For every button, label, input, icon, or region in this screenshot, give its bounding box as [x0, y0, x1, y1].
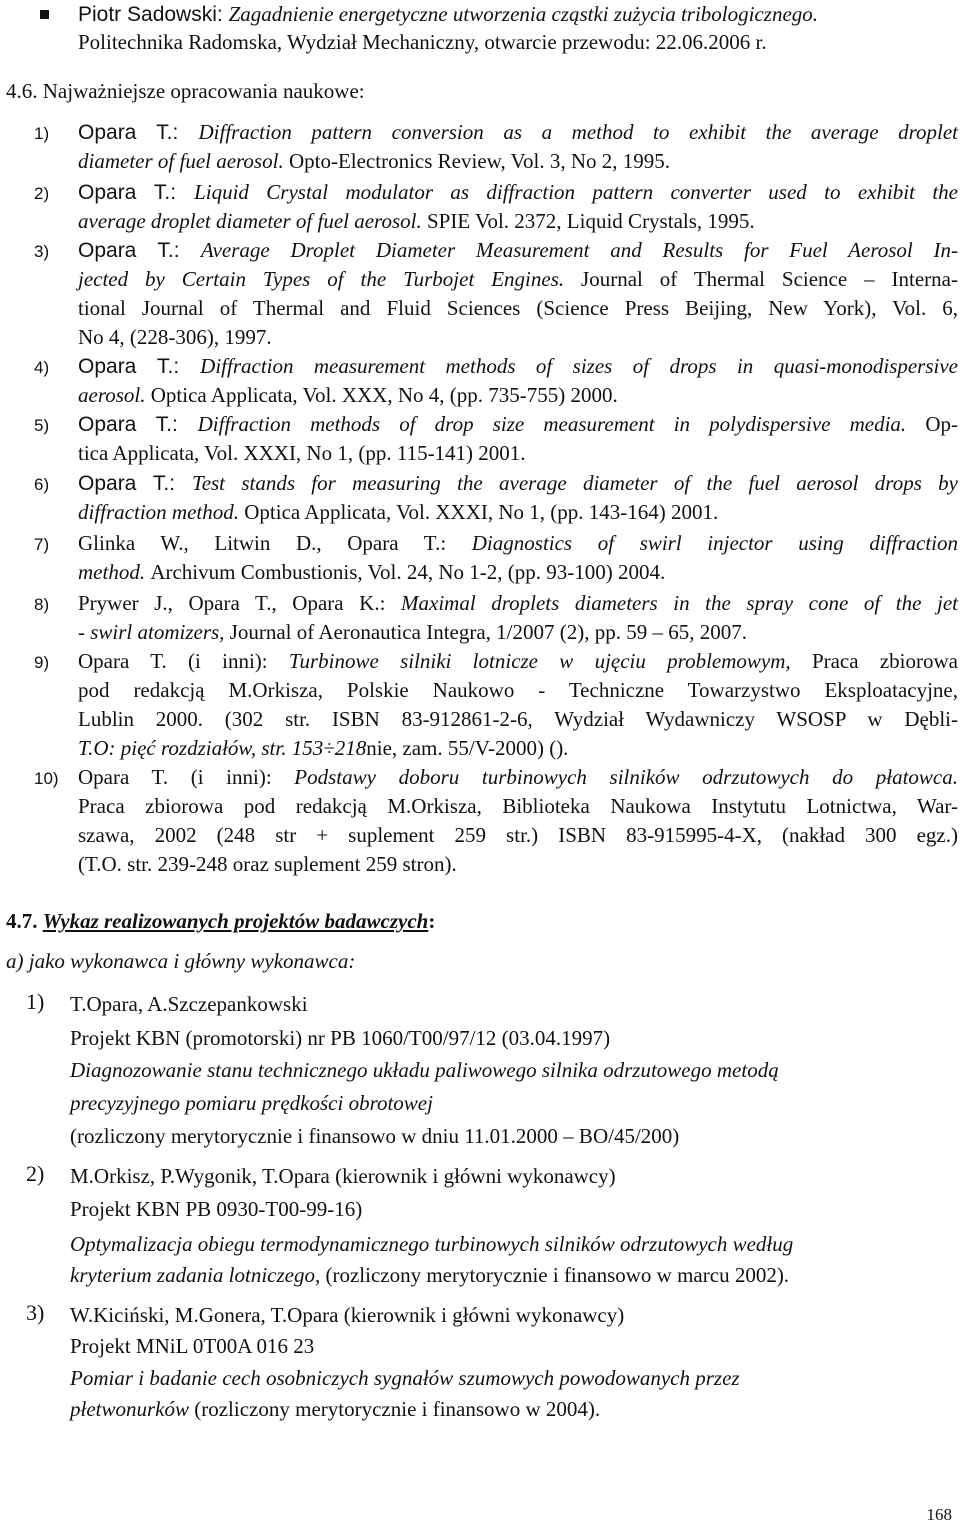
list-item-number: 7): [34, 535, 50, 554]
list-item-line: Opara T.: Liquid Crystal modulator as diffraction pattern converter used to exhibit the: [78, 180, 958, 204]
project-line: kryterium zadania lotniczego, (rozliczony merytorycznie i finansowo w marcu 2002).: [70, 1263, 790, 1287]
list-item-line: tica Applicata, Vol. XXXI, No 1, (pp. 115-141) 2001.: [78, 441, 526, 465]
list-item-line: diameter of fuel aerosol. Opto-Electronics Review, Vol. 3, No 2, 1995.: [78, 149, 671, 173]
list-item-line: Glinka W., Litwin D., Opara T.: Diagnostics of swirl injector using diffraction: [78, 531, 958, 555]
list-item-line: Opara T. (i inni): Turbinowe silniki lotnicze w ujęciu problemowym, Praca zbiorowa: [78, 649, 958, 673]
list-item-number: 5): [34, 416, 50, 435]
top-entry: Piotr Sadowski: Zagadnienie energetyczne utworzenia cząstki zużycia tribologicznego. Politechnika Radomska, Wydział Mechaniczny, otwarcie przewodu: 22.06.2006 r.: [0, 0, 960, 60]
page-number: 168: [926, 1505, 952, 1524]
list-item-number: 4): [34, 358, 50, 377]
project-line: płetwonurków (rozliczony merytorycznie i finansowo w 2004).: [70, 1397, 601, 1421]
list-item-number: 2): [34, 184, 50, 203]
project-number: 1): [26, 989, 45, 1014]
list-item-line: average droplet diameter of fuel aerosol. SPIE Vol. 2372, Liquid Crystals, 1995.: [78, 209, 755, 233]
list-item-line: pod redakcją M.Orkisza, Polskie Naukowo - Techniczne Towarzystwo Eksploatacyjne,: [78, 678, 958, 702]
list-item-line: Lublin 2000. (302 str. ISBN 83-912861-2-6, Wydział Wydawniczy WSOSP w Dębli-: [78, 707, 958, 731]
project-line: Projekt KBN (promotorski) nr PB 1060/T00/97/12 (03.04.1997): [70, 1026, 611, 1050]
list-item-line: - swirl atomizers, Journal of Aeronautica Integra, 1/2007 (2), pp. 59 – 65, 2007.: [78, 620, 747, 644]
list-item-number: 6): [34, 475, 50, 494]
list-item-line: diffraction method. Optica Applicata, Vol. XXXI, No 1, (pp. 143-164) 2001.: [78, 500, 719, 524]
list-item-line: aerosol. Optica Applicata, Vol. XXX, No 4, (pp. 735-755) 2000.: [78, 383, 618, 407]
list-item-line: tional Journal of Thermal and Fluid Sciences (Science Press Beijing, New York), Vol. 6,: [78, 296, 958, 320]
project-line: (rozliczony merytorycznie i finansowo w dniu 11.01.2000 – BO/45/200): [70, 1124, 680, 1148]
list-item-line: method. Archivum Combustionis, Vol. 24, No 1-2, (pp. 93-100) 2004.: [78, 560, 666, 584]
list-item-line: Praca zbiorowa pod redakcją M.Orkisza, Biblioteka Naukowa Instytutu Lotnictwa, War-: [78, 794, 958, 818]
project-line: precyzyjnego pomiaru prędkości obrotowej: [70, 1091, 433, 1115]
list-item-line: (T.O. str. 239-248 oraz suplement 259 stron).: [78, 852, 457, 876]
section-47-heading: 4.7. Wykaz realizowanych projektów badawczych:: [6, 909, 436, 933]
project-number: 3): [26, 1300, 45, 1325]
list-item-line: Opara T.: Average Droplet Diameter Measurement and Results for Fuel Aerosol In-: [78, 238, 958, 262]
project-line: Projekt MNiL 0T00A 016 23: [70, 1334, 315, 1358]
list-item-line: Opara T.: Diffraction methods of drop size measurement in polydispersive media. Op-: [78, 412, 958, 436]
bullet-icon: [40, 10, 49, 19]
section-47-subheading: a) jako wykonawca i główny wykonawca:: [6, 949, 356, 973]
list-item-number: 8): [34, 595, 50, 614]
project-line: M.Orkisz, P.Wygonik, T.Opara (kierownik i główni wykonawcy): [70, 1164, 616, 1188]
list-item-line: No 4, (228-306), 1997.: [78, 325, 272, 349]
list-item-line: szawa, 2002 (248 str + suplement 259 str.) ISBN 83-915995-4-X, (nakład 300 egz.): [78, 823, 958, 847]
list-item-line: Opara T. (i inni): Podstawy doboru turbinowych silników odrzutowych do płatowca.: [78, 765, 958, 789]
project-line: Pomiar i badanie cech osobniczych sygnałów szumowych powodowanych przez: [70, 1366, 740, 1390]
top-entry-line1: Zagadnienie energetyczne utworzenia cząstki zużycia tribologicznego.: [228, 2, 819, 26]
project-line: Diagnozowanie stanu technicznego układu paliwowego silnika odrzutowego metodą: [70, 1058, 779, 1082]
list-item-line: Prywer J., Opara T., Opara K.: Maximal droplets diameters in the spray cone of the jet: [78, 591, 958, 615]
top-entry-line2: Politechnika Radomska, Wydział Mechaniczny, otwarcie przewodu: 22.06.2006 r.: [78, 30, 767, 54]
project-line: Projekt KBN PB 0930-T00-99-16): [70, 1197, 363, 1221]
list-item-line: Opara T.: Test stands for measuring the average diameter of the fuel aerosol drops by: [78, 471, 958, 495]
list-item-number: 9): [34, 653, 50, 672]
project-line: W.Kiciński, M.Gonera, T.Opara (kierownik i główni wykonawcy): [70, 1303, 625, 1327]
list-item-line: jected by Certain Types of the Turbojet Engines. Journal of Thermal Science – Interna-: [78, 267, 958, 291]
list-item-number: 10): [34, 769, 59, 788]
list-item-line: T.O: pięć rozdziałów, str. 153÷218nie, zam. 55/V-2000) ().: [78, 736, 569, 760]
section-46-heading: 4.6. Najważniejsze opracowania naukowe:: [6, 79, 365, 103]
list-item-number: 3): [34, 242, 50, 261]
project-line: T.Opara, A.Szczepankowski: [70, 992, 308, 1016]
project-number: 2): [26, 1161, 45, 1186]
project-line: Optymalizacja obiegu termodynamicznego turbinowych silników odrzutowych według: [70, 1232, 794, 1256]
list-item-number: 1): [34, 124, 50, 143]
list-item-line: Opara T.: Diffraction pattern conversion as a method to exhibit the average droplet: [78, 120, 959, 144]
list-item-line: Opara T.: Diffraction measurement methods of sizes of drops in quasi-monodispersive: [78, 354, 959, 378]
